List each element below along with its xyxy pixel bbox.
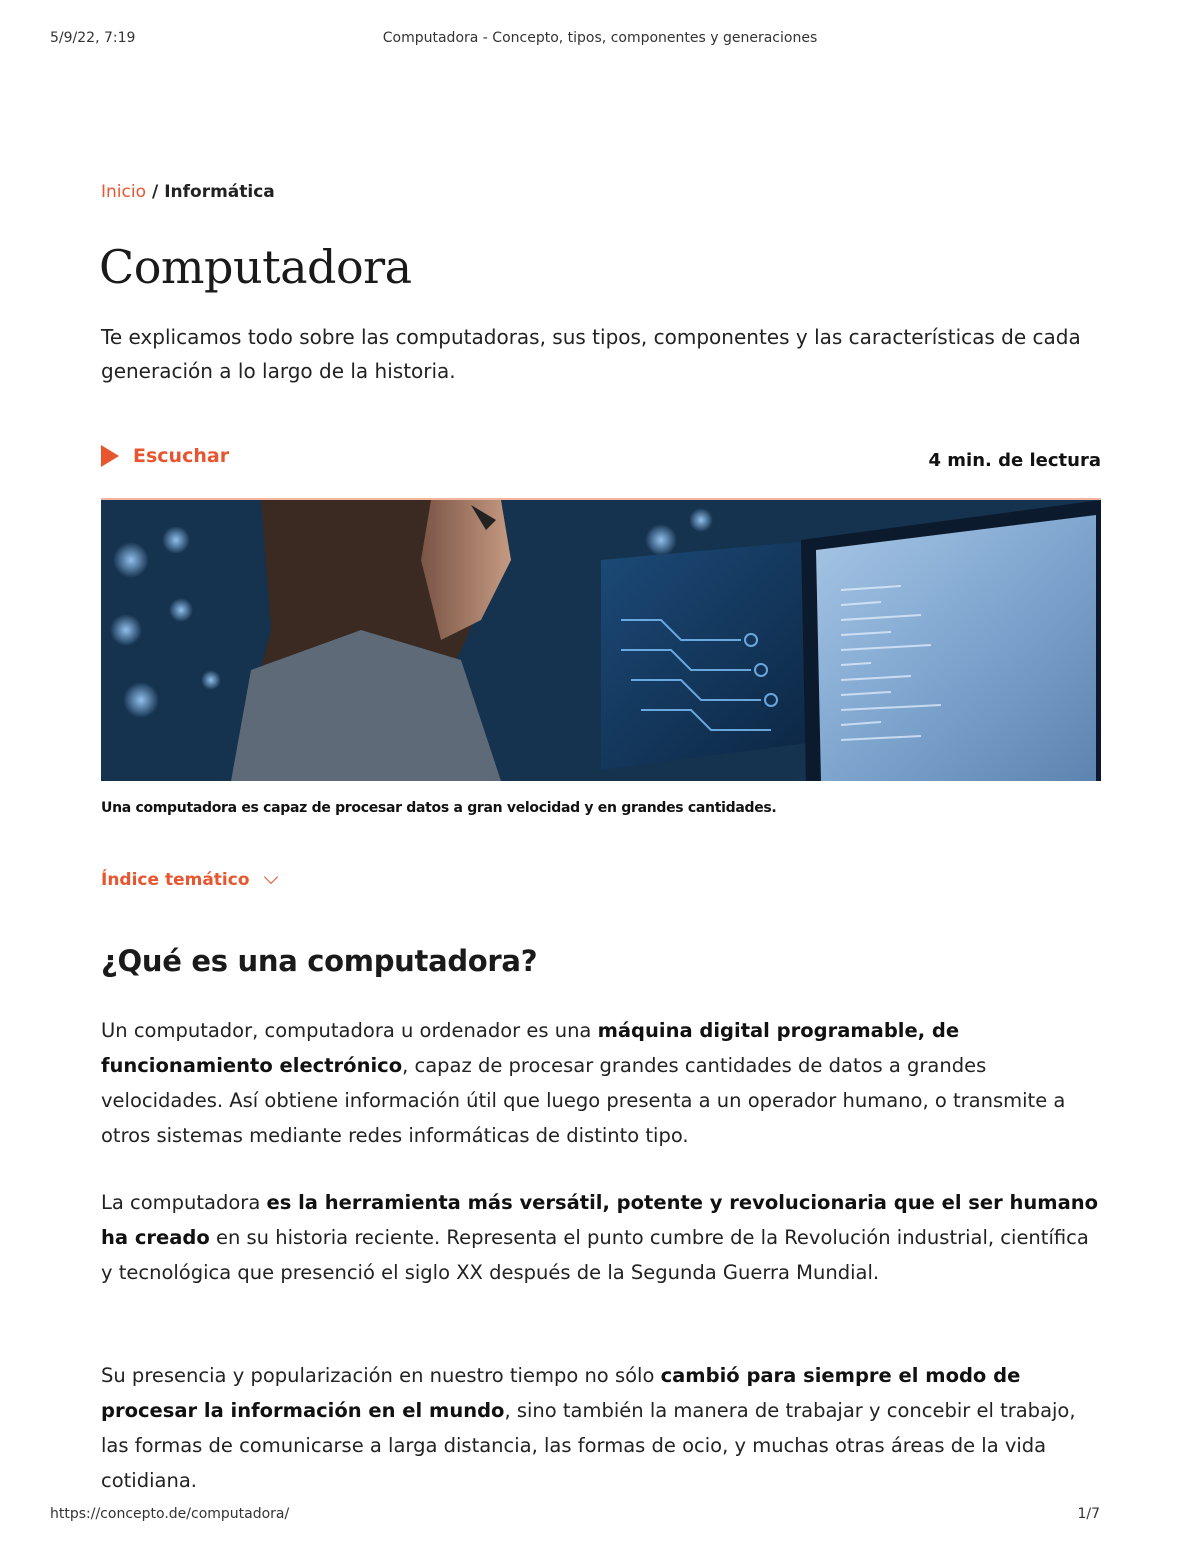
p2-text-a: La computadora: [101, 1191, 267, 1214]
p3-text-bold: cambió para siempre el modo de procesar la información en el mundo: [101, 1364, 1021, 1422]
paragraph-2: [101, 1185, 1101, 1290]
print-url: https://concepto.de/computadora/: [50, 1506, 290, 1522]
breadcrumb: [101, 182, 275, 202]
play-icon: [101, 445, 119, 467]
paragraph-3: [101, 1358, 1101, 1498]
page-title: Computadora: [99, 240, 412, 294]
hero-illustration: [101, 500, 1101, 781]
left-monitor: [601, 540, 831, 770]
p2-text-bold: es la herramienta más versátil, potente y revolucionaria que el ser humano ha creado: [101, 1191, 1099, 1249]
print-doc-title: Computadora - Concepto, tipos, componentes y generaciones: [382, 30, 818, 46]
hero-image: [101, 500, 1101, 781]
article-subtitle: Te explicamos todo sobre las computadoras, sus tipos, componentes y las características de cada generación a lo largo de la historia.: [101, 325, 1081, 383]
image-caption: Una computadora es capaz de procesar datos a gran velocidad y en grandes cantidades.: [101, 800, 777, 816]
print-page-number: 1/7: [1077, 1506, 1100, 1522]
toc-toggle[interactable]: [101, 870, 276, 890]
p1-text-bold: máquina digital programable, de funcionamiento electrónico: [101, 1019, 960, 1077]
print-header: [50, 30, 1150, 50]
p2-text-c: en su historia reciente. Representa el punto cumbre de la Revolución industrial, científica y tecnológica que presenció el siglo XX después de la Segunda Guerra Mundial.: [101, 1226, 1089, 1284]
right-monitor: [801, 500, 1101, 781]
section-heading: ¿Qué es una computadora?: [101, 944, 538, 978]
p1-text-a: Un computador, computadora u ordenador es una: [101, 1019, 598, 1042]
breadcrumb-home-link[interactable]: Inicio: [101, 182, 146, 202]
breadcrumb-separator: /: [151, 182, 159, 202]
paragraph-1: [101, 1013, 1101, 1153]
chevron-down-icon: [263, 870, 277, 884]
p1-text-c: , capaz de procesar grandes cantidades de datos a grandes velocidades. Así obtiene información útil que luego presenta a un operador humano, o transmite a otros sistemas mediante redes informáticas de distinto tipo.: [101, 1054, 1066, 1147]
p3-text-a: Su presencia y popularización en nuestro tiempo no sólo: [101, 1364, 661, 1387]
print-footer: [50, 1506, 1150, 1526]
toc-label: Índice temático: [101, 870, 250, 890]
p3-text-c: , sino también la manera de trabajar y concebir el trabajo, las formas de comunicarse a larga distancia, las formas de ocio, y muchas otras áreas de la vida cotidiana.: [101, 1399, 1076, 1492]
listen-button[interactable]: [101, 445, 229, 467]
breadcrumb-current[interactable]: Informática: [164, 182, 275, 202]
listen-label: Escuchar: [133, 445, 230, 467]
print-date: 5/9/22, 7:19: [50, 30, 136, 46]
reading-time: 4 min. de lectura: [928, 450, 1101, 471]
